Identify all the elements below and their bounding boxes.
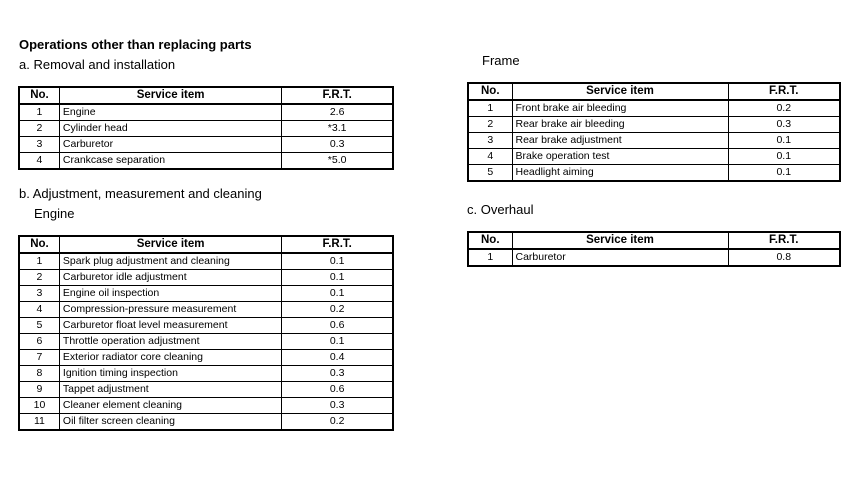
row-item: Engine oil inspection xyxy=(59,286,281,302)
row-no: 10 xyxy=(19,398,59,414)
row-no: 1 xyxy=(19,104,59,121)
row-no: 2 xyxy=(468,117,512,133)
row-no: 1 xyxy=(19,253,59,270)
col-service-item: Service item xyxy=(512,232,728,249)
col-service-item: Service item xyxy=(512,83,728,100)
table-row xyxy=(19,104,393,121)
row-no: 2 xyxy=(19,121,59,137)
table-row xyxy=(19,137,393,153)
row-item: Tappet adjustment xyxy=(59,382,281,398)
section-b-heading: b. Adjustment, measurement and cleaning xyxy=(19,186,262,201)
table-row xyxy=(19,153,393,170)
row-frt: 0.1 xyxy=(282,253,393,270)
row-item: Carburetor xyxy=(512,249,728,266)
row-frt: 0.1 xyxy=(728,165,840,182)
row-no: 1 xyxy=(468,100,512,117)
row-no: 3 xyxy=(19,286,59,302)
row-frt: 2.6 xyxy=(282,104,393,121)
row-no: 5 xyxy=(468,165,512,182)
table-row xyxy=(19,366,393,382)
row-frt: 0.1 xyxy=(282,286,393,302)
row-no: 5 xyxy=(19,318,59,334)
col-frt: F.R.T. xyxy=(282,236,393,253)
row-item: Exterior radiator core cleaning xyxy=(59,350,281,366)
overhaul-table xyxy=(467,231,841,267)
col-service-item: Service item xyxy=(59,236,281,253)
row-item: Rear brake air bleeding xyxy=(512,117,728,133)
row-frt: 0.1 xyxy=(282,270,393,286)
col-frt: F.R.T. xyxy=(728,232,840,249)
row-frt: 0.1 xyxy=(728,149,840,165)
row-item: Headlight aiming xyxy=(512,165,728,182)
table-row xyxy=(19,350,393,366)
table-row xyxy=(468,249,840,266)
frame-table xyxy=(467,82,841,182)
table-row xyxy=(19,302,393,318)
row-no: 9 xyxy=(19,382,59,398)
row-no: 7 xyxy=(19,350,59,366)
col-frt: F.R.T. xyxy=(282,87,393,104)
engine-adjustment-table xyxy=(18,235,394,431)
row-item: Carburetor float level measurement xyxy=(59,318,281,334)
row-item: Cleaner element cleaning xyxy=(59,398,281,414)
row-no: 4 xyxy=(19,302,59,318)
row-no: 6 xyxy=(19,334,59,350)
col-service-item: Service item xyxy=(59,87,281,104)
table-row xyxy=(19,121,393,137)
table-row xyxy=(19,382,393,398)
row-no: 2 xyxy=(19,270,59,286)
row-item: Front brake air bleeding xyxy=(512,100,728,117)
row-frt: 0.2 xyxy=(282,414,393,431)
row-frt: 0.6 xyxy=(282,382,393,398)
table-row xyxy=(468,117,840,133)
row-frt: 0.4 xyxy=(282,350,393,366)
section-a-heading: a. Removal and installation xyxy=(19,57,176,72)
frame-heading: Frame xyxy=(482,53,520,68)
row-item: Engine xyxy=(59,104,281,121)
page-title: Operations other than replacing parts xyxy=(19,37,252,52)
table-row xyxy=(468,133,840,149)
row-item: Rear brake adjustment xyxy=(512,133,728,149)
row-frt: 0.3 xyxy=(282,137,393,153)
row-frt: 0.3 xyxy=(282,398,393,414)
row-frt: *3.1 xyxy=(282,121,393,137)
table-row xyxy=(19,318,393,334)
row-no: 3 xyxy=(468,133,512,149)
row-no: 11 xyxy=(19,414,59,431)
col-frt: F.R.T. xyxy=(728,83,840,100)
row-no: 8 xyxy=(19,366,59,382)
row-item: Carburetor xyxy=(59,137,281,153)
row-item: Crankcase separation xyxy=(59,153,281,170)
row-no: 3 xyxy=(19,137,59,153)
table-row xyxy=(468,165,840,182)
row-frt: 0.3 xyxy=(728,117,840,133)
row-no: 4 xyxy=(19,153,59,170)
row-item: Brake operation test xyxy=(512,149,728,165)
row-frt: 0.3 xyxy=(282,366,393,382)
row-frt: 0.6 xyxy=(282,318,393,334)
table-row xyxy=(468,100,840,117)
row-no: 4 xyxy=(468,149,512,165)
col-no: No. xyxy=(19,236,59,253)
table-header-row xyxy=(468,83,840,100)
table-row xyxy=(19,253,393,270)
section-b-subheading: Engine xyxy=(34,206,75,221)
row-item: Oil filter screen cleaning xyxy=(59,414,281,431)
row-item: Throttle operation adjustment xyxy=(59,334,281,350)
table-row xyxy=(19,286,393,302)
row-frt: 0.1 xyxy=(282,334,393,350)
row-frt: 0.1 xyxy=(728,133,840,149)
row-no: 1 xyxy=(468,249,512,266)
col-no: No. xyxy=(468,83,512,100)
row-frt: *5.0 xyxy=(282,153,393,170)
table-row xyxy=(19,334,393,350)
removal-installation-table xyxy=(18,86,394,170)
row-item: Carburetor idle adjustment xyxy=(59,270,281,286)
table-row xyxy=(19,270,393,286)
col-no: No. xyxy=(19,87,59,104)
table-row xyxy=(19,398,393,414)
table-header-row xyxy=(468,232,840,249)
row-frt: 0.8 xyxy=(728,249,840,266)
row-item: Ignition timing inspection xyxy=(59,366,281,382)
row-item: Cylinder head xyxy=(59,121,281,137)
table-header-row xyxy=(19,87,393,104)
table-row xyxy=(19,414,393,431)
section-c-heading: c. Overhaul xyxy=(467,202,534,217)
row-item: Spark plug adjustment and cleaning xyxy=(59,253,281,270)
table-row xyxy=(468,149,840,165)
table-header-row xyxy=(19,236,393,253)
row-frt: 0.2 xyxy=(728,100,840,117)
col-no: No. xyxy=(468,232,512,249)
row-item: Compression-pressure measurement xyxy=(59,302,281,318)
row-frt: 0.2 xyxy=(282,302,393,318)
